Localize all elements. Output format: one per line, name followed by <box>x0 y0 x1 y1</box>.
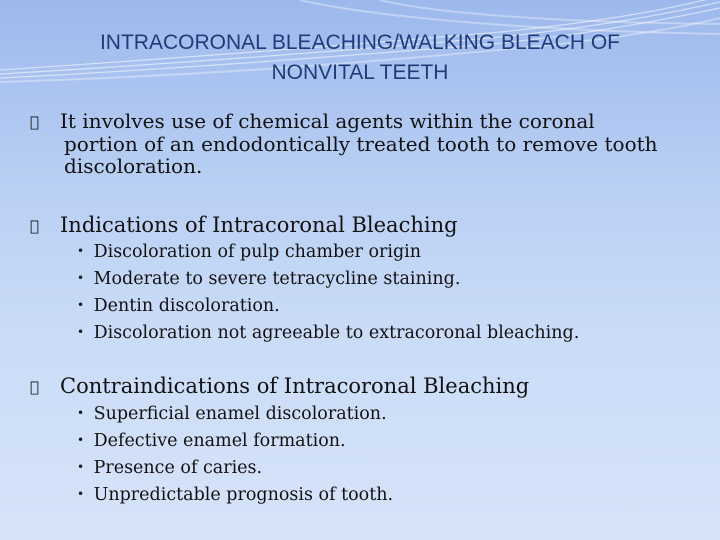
list-item-text: Presence of caries. <box>93 458 263 478</box>
indications-heading <box>30 212 458 239</box>
intro-paragraph <box>30 110 658 177</box>
intro-line-3: discoloration. <box>64 154 203 178</box>
contraindications-heading <box>30 373 529 400</box>
list-item-text: Moderate to severe tetracycline staining. <box>93 269 461 289</box>
list-item-text: Discoloration of pulp chamber origin <box>93 242 422 262</box>
bullet-dot-icon: • <box>77 460 85 474</box>
bullet-dot-icon: • <box>77 244 85 258</box>
intro-line-2: portion of an endodontically treated tooth to remove tooth <box>64 132 658 156</box>
bullet-dot-icon: • <box>77 487 85 501</box>
list-item <box>77 319 579 346</box>
indications-list <box>77 238 579 346</box>
bullet-dot-icon: • <box>77 325 85 339</box>
slide-title <box>0 28 720 88</box>
list-item-text: Unpredictable prognosis of tooth. <box>93 485 394 505</box>
list-item <box>77 400 393 427</box>
indications-heading-text: Indications of Intracoronal Bleaching <box>60 213 458 237</box>
list-item <box>77 454 393 481</box>
list-item-text: Discoloration not agreeable to extracoronal bleaching. <box>93 323 580 343</box>
list-item <box>77 481 393 508</box>
slide-title-line-1: INTRACORONAL BLEACHING/WALKING BLEACH OF <box>99 31 621 54</box>
list-item-text: Superficial enamel discoloration. <box>93 404 387 424</box>
bullet-dot-icon: • <box>77 298 85 312</box>
list-item-text: Defective enamel formation. <box>93 431 346 451</box>
list-item <box>77 238 579 265</box>
list-item-text: Dentin discoloration. <box>93 296 280 316</box>
list-item <box>77 292 579 319</box>
intro-line-1: It involves use of chemical agents within the coronal <box>60 109 595 133</box>
bullet-dot-icon: • <box>77 271 85 285</box>
contraindications-list <box>77 400 393 508</box>
bullet-dot-icon: • <box>77 433 85 447</box>
bullet-glyph-icon:   <box>30 113 40 131</box>
bullet-glyph-icon:   <box>30 378 40 396</box>
bullet-glyph-icon:   <box>30 217 40 235</box>
slide-title-line-2: NONVITAL TEETH <box>271 61 449 84</box>
list-item <box>77 265 579 292</box>
bullet-dot-icon: • <box>77 406 85 420</box>
contraindications-heading-text: Contraindications of Intracoronal Bleaching <box>60 374 530 398</box>
list-item <box>77 427 393 454</box>
